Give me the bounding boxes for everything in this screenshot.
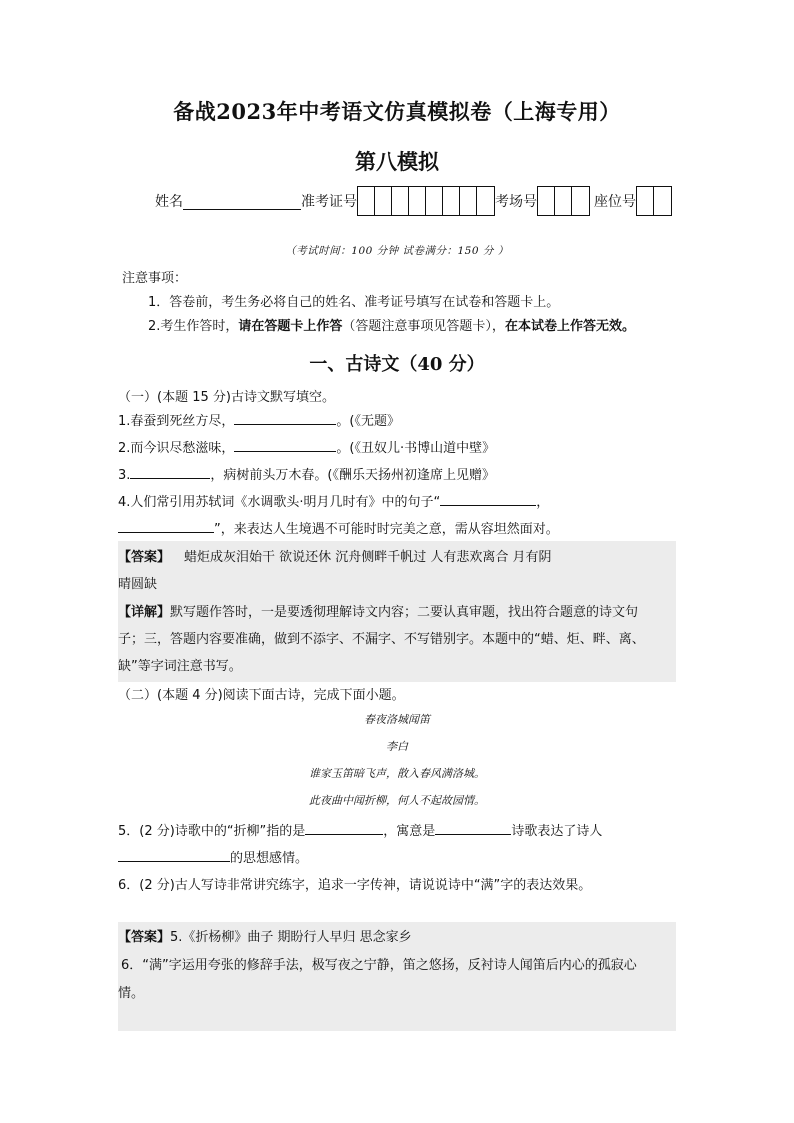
answer-blank[interactable] bbox=[130, 465, 210, 479]
question-6: 6．(2 分)古人写诗非常讲究练字，追求一字传神，请说说诗中“满”字的表达效果。 bbox=[118, 878, 592, 893]
question-1-source: 。(《无题》 bbox=[336, 414, 400, 429]
exam-no-boxes[interactable] bbox=[357, 186, 495, 216]
seat-boxes[interactable] bbox=[636, 186, 672, 216]
detail-line-2: 子；三，答题内容要准确，做到不添字、不漏字、不写错别字。本题中的“蜡、炬、畔、离、 bbox=[118, 632, 645, 647]
detail-line-3: 缺”等字词注意书写。 bbox=[118, 659, 242, 674]
detail-line-1 bbox=[118, 601, 638, 620]
answer-2-line-1 bbox=[118, 926, 412, 945]
room-label: 考场号 bbox=[495, 194, 537, 210]
question-5-line-2 bbox=[118, 847, 308, 866]
document-subtitle: 第八模拟 bbox=[355, 149, 439, 174]
part2-title: （二）(本题 4 分)阅读下面古诗，完成下面小题。 bbox=[118, 688, 405, 703]
question-2-text: 2.而今识尽愁滋味， bbox=[118, 441, 235, 456]
poem-author: 李白 bbox=[386, 740, 408, 753]
answer-label: 【答案】 bbox=[118, 930, 171, 945]
notice-item-2-c: （答题注意事项见答题卡）， bbox=[342, 319, 505, 334]
seat-label: 座位号 bbox=[594, 194, 636, 210]
notice-item-2-d: 在本试卷上作答无效。 bbox=[504, 319, 635, 334]
question-5-text-c: 诗歌表达了诗人 bbox=[511, 824, 603, 839]
answer-2-line-2: 6．“满”字运用夸张的修辞手法，极写夜之宁静，笛之悠扬，反衬诗人闻笛后内心的孤寂心 bbox=[121, 958, 637, 973]
answer-blank[interactable] bbox=[118, 519, 214, 533]
answer-2-text: 5.《折杨柳》曲子 期盼行人早归 思念家乡 bbox=[170, 930, 412, 945]
poem-line-1: 谁家玉笛暗飞声，散入春风满洛城。 bbox=[309, 767, 485, 780]
answer-blank[interactable] bbox=[234, 438, 336, 452]
question-5-text-d: 的思想感情。 bbox=[230, 851, 309, 866]
answer-blank[interactable] bbox=[440, 492, 536, 506]
answer-blank[interactable] bbox=[118, 848, 230, 862]
document-title: 备战2023年中考语文仿真模拟卷（上海专用） bbox=[173, 99, 621, 124]
notice-item-2-b: 请在答题卡上作答 bbox=[238, 319, 343, 334]
question-2 bbox=[118, 437, 495, 456]
notice-item-1: 1．答卷前，考生务必将自己的姓名、准考证号填写在试卷和答题卡上。 bbox=[148, 295, 560, 310]
section-heading: 一、古诗文（40 分） bbox=[309, 354, 485, 375]
detail-text-1: 默写题作答时，一是要透彻理解诗文内容；二要认真审题，找出符合题意的诗文句 bbox=[170, 605, 639, 620]
question-3 bbox=[118, 464, 495, 483]
question-1 bbox=[118, 410, 400, 429]
answer-blank[interactable] bbox=[234, 411, 336, 425]
question-2-source: 。(《丑奴儿·书博山道中壁》 bbox=[336, 441, 496, 456]
name-label: 姓名 bbox=[155, 194, 183, 210]
notice-item-2-a: 2.考生作答时， bbox=[148, 319, 239, 334]
question-3-number: 3. bbox=[118, 468, 131, 483]
question-5-text: 5．(2 分)诗歌中的“折柳”指的是 bbox=[118, 824, 306, 839]
question-4-comma: ， bbox=[536, 495, 550, 510]
answer-blank[interactable] bbox=[305, 821, 383, 835]
part1-title: （一）(本题 15 分)古诗文默写填空。 bbox=[118, 390, 335, 405]
answer-1-text: 蜡炬成灰泪始干 欲说还休 沉舟侧畔千帆过 人有悲欢离合 月有阴 bbox=[184, 550, 552, 565]
question-5-line-1 bbox=[118, 820, 602, 839]
answer-2-line-3: 情。 bbox=[118, 986, 145, 1001]
notice-item-2 bbox=[148, 315, 635, 334]
question-4-text: 4.人们常引用苏轼词《水调歌头·明月几时有》中的句子“ bbox=[118, 495, 441, 510]
answer-blank[interactable] bbox=[435, 821, 511, 835]
detail-label: 【详解】 bbox=[118, 605, 171, 620]
question-5-text-b: ，寓意是 bbox=[383, 824, 436, 839]
candidate-info-row bbox=[155, 186, 672, 216]
question-3-text: ，病树前头万木春。(《酬乐天扬州初逢席上见赠》 bbox=[210, 468, 495, 483]
exam-no-label: 准考证号 bbox=[301, 194, 357, 210]
answer-label: 【答案】 bbox=[118, 550, 171, 565]
poem-line-2: 此夜曲中闻折柳，何人不起故园情。 bbox=[309, 794, 485, 807]
question-4-line-2 bbox=[118, 518, 559, 537]
answer-1-line-2: 晴圆缺 bbox=[118, 577, 158, 592]
question-1-text: 1.春蚕到死丝方尽， bbox=[118, 414, 235, 429]
time-note: （考试时间：100 分钟 试卷满分：150 分 ） bbox=[285, 245, 509, 257]
question-4-text-2: ”，来表达人生境遇不可能时时完美之意，需从容坦然面对。 bbox=[214, 522, 559, 537]
poem-title: 春夜洛城闻笛 bbox=[364, 713, 430, 726]
question-4-line-1 bbox=[118, 491, 549, 510]
answer-1-line-1 bbox=[118, 546, 552, 565]
notice-title: 注意事项： bbox=[122, 271, 188, 286]
name-blank[interactable] bbox=[183, 193, 301, 210]
room-boxes[interactable] bbox=[537, 186, 590, 216]
